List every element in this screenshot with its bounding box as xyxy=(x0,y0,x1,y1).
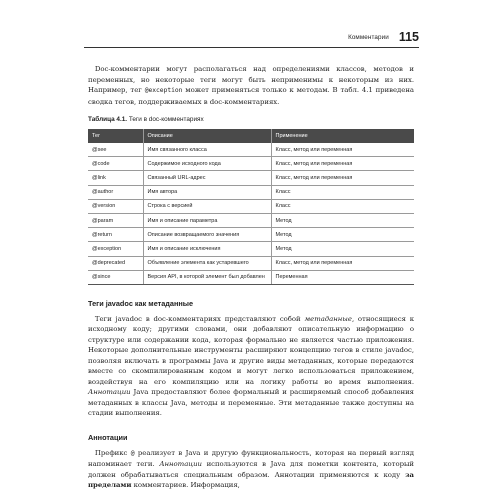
table-row xyxy=(88,242,414,256)
page-content xyxy=(88,64,414,491)
usage-cell: Переменная xyxy=(271,270,414,284)
column-header-description: Описание xyxy=(143,129,271,143)
table-row xyxy=(88,199,414,213)
usage-cell: Класс, метод или переменная xyxy=(271,143,414,157)
intro-text-2: может применяться только к методам. В табл. 4.1 приведена сводка тегов, поддерживаемых в doc-комментариях. xyxy=(88,86,414,106)
tag-cell: @exception xyxy=(88,242,143,256)
usage-cell: Метод xyxy=(271,213,414,227)
section2-paragraph xyxy=(88,448,414,491)
usage-cell: Класс, метод или переменная xyxy=(271,157,414,171)
usage-cell: Метод xyxy=(271,228,414,242)
section2-emphasis-annotations: Аннотации xyxy=(159,460,202,469)
table-caption-label: Таблица 4.1. xyxy=(88,116,128,123)
usage-cell: Класс xyxy=(271,185,414,199)
description-cell: Содержимое исходного кода xyxy=(143,157,271,171)
usage-cell: Метод xyxy=(271,242,414,256)
tag-cell: @deprecated xyxy=(88,256,143,270)
description-cell: Строка с версией xyxy=(143,199,271,213)
table-header-row xyxy=(88,129,414,143)
tag-cell: @code xyxy=(88,157,143,171)
page-number: 115 xyxy=(398,30,419,44)
table-row xyxy=(88,157,414,171)
intro-text-1: Doc-комментарии могут располагаться над определениями классов, методов и переменных, но некоторые теги могут быть неприменимы к некоторым из них. Например, тег xyxy=(88,65,414,94)
tag-cell: @author xyxy=(88,185,143,199)
section1-text-3: Java предоставляют более формальный и расширяемый способ добавления метаданных в классы Java, методы и переменные. Эти метаданные также доступны на стадии выполнения. xyxy=(88,388,414,418)
description-cell: Имя автора xyxy=(143,185,271,199)
table-row xyxy=(88,256,414,270)
table-row xyxy=(88,143,414,157)
page-header xyxy=(84,23,419,48)
table-row xyxy=(88,171,414,185)
section1-emphasis-metadata: метаданные xyxy=(304,314,352,323)
table-caption xyxy=(88,116,414,123)
section2-text-1: Префикс xyxy=(94,448,131,457)
description-cell: Имя и описание параметра xyxy=(143,213,271,227)
description-cell: Версия API, в которой элемент был добавлен xyxy=(143,270,271,284)
tags-table xyxy=(88,129,414,285)
section2-strong-outside: за пределами xyxy=(88,470,414,490)
description-cell: Имя и описание исключения xyxy=(143,242,271,256)
tag-cell: @see xyxy=(88,143,143,157)
table-row xyxy=(88,213,414,227)
tag-cell: @param xyxy=(88,213,143,227)
intro-paragraph xyxy=(88,64,414,107)
description-cell: Объявление элемента как устаревшего xyxy=(143,256,271,270)
tag-cell: @since xyxy=(88,270,143,284)
usage-cell: Класс, метод или переменная xyxy=(271,171,414,185)
usage-cell: Класс, метод или переменная xyxy=(271,256,414,270)
section-heading-javadoc-metadata: Теги javadoc как метаданные xyxy=(88,298,194,308)
section1-text-1: Теги javadoc в doc-комментариях представляют собой xyxy=(94,314,305,323)
section2-text-3: используются в Java для пометки контента, который должен обрабатываться специальным образом. Аннотации применяются к коду xyxy=(88,460,415,479)
description-cell: Имя связанного класса xyxy=(143,143,271,157)
section2-text-4: комментариев. Информация, xyxy=(131,481,240,490)
column-header-usage: Применение xyxy=(271,129,414,143)
inline-code-at-sign: @ xyxy=(130,449,135,457)
section2-text-2: реализует в Java и другую функциональность, которая на первый взгляд напоминает теги. xyxy=(88,448,414,469)
section1-paragraph xyxy=(88,314,414,419)
table-row xyxy=(88,228,414,242)
tag-cell: @return xyxy=(88,228,143,242)
description-cell: Связанный URL-адрес xyxy=(143,171,271,185)
tag-cell: @link xyxy=(88,171,143,185)
table-row xyxy=(88,185,414,199)
inline-code-exception: @exception xyxy=(144,87,183,94)
description-cell: Описание возвращаемого значения xyxy=(143,228,271,242)
column-header-tag: Тег xyxy=(88,129,143,143)
section1-text-2: , относящиеся к исходному коду; другими словами, они добавляют описательную информацию о структуре или содержании кода, которая формально не является частью приложения. Некоторые дополнительные инструменты расширяют концепцию тегов в стиле javadoc, позволяя включать в программы Java и другие виды метаданных, которые передаются вместе со скомпилированным кодом и могут легко использоваться приложением, воздействуя на его компиляцию или на логику работы во время выполнения. xyxy=(88,314,414,386)
tag-cell: @version xyxy=(88,199,143,213)
table-row xyxy=(88,270,414,284)
usage-cell: Класс xyxy=(271,199,414,213)
section-heading-annotations: Аннотации xyxy=(88,432,128,442)
running-title: Комментарии xyxy=(348,34,389,41)
table-caption-text: Теги в doc-комментариях xyxy=(127,116,204,123)
section1-emphasis-annotations: Аннотации xyxy=(88,388,131,397)
